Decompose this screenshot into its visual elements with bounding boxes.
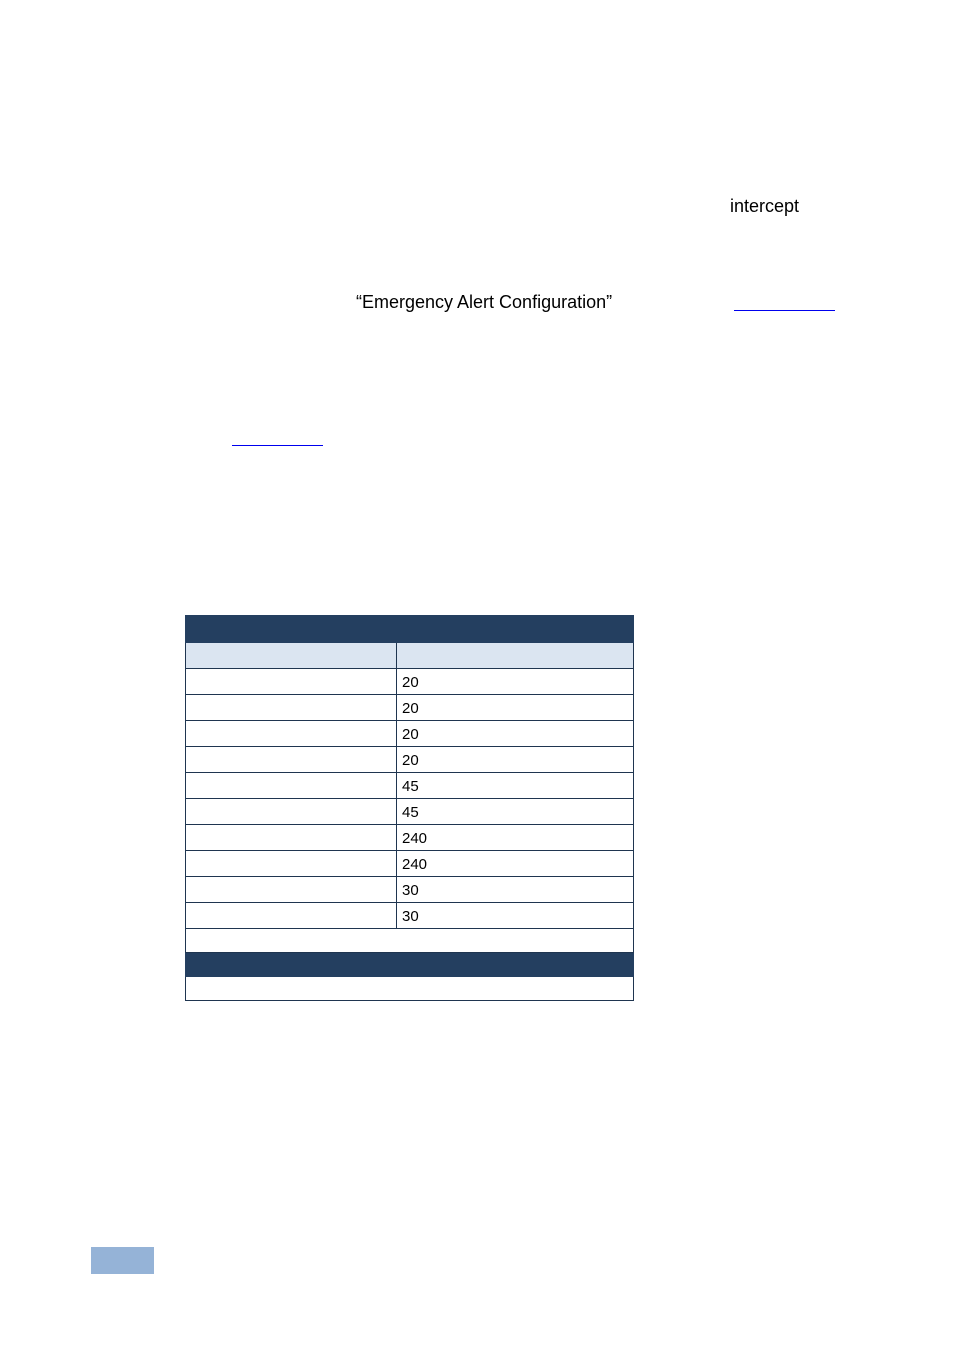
table-section-header-row xyxy=(186,953,634,977)
table-note-cell xyxy=(186,929,634,953)
row-value: 20 xyxy=(397,695,634,721)
row-label xyxy=(186,747,397,773)
table-row xyxy=(186,799,634,825)
table-row xyxy=(186,695,634,721)
table-row xyxy=(186,747,634,773)
table-row xyxy=(186,773,634,799)
table-section-row xyxy=(186,977,634,1001)
table-row xyxy=(186,825,634,851)
row-label xyxy=(186,903,397,929)
row-value: 45 xyxy=(397,773,634,799)
row-value: 30 xyxy=(397,877,634,903)
table-title-cell xyxy=(186,616,634,643)
row-label xyxy=(186,669,397,695)
body-text-quoted-title: “Emergency Alert Configuration” xyxy=(356,292,613,312)
row-label xyxy=(186,799,397,825)
cross-reference-link[interactable] xyxy=(734,310,835,311)
table-note-row xyxy=(186,929,634,953)
row-value: 20 xyxy=(397,747,634,773)
row-label xyxy=(186,695,397,721)
row-value: 20 xyxy=(397,669,634,695)
body-text-intercept: intercept xyxy=(730,196,800,216)
table-row xyxy=(186,903,634,929)
table-row xyxy=(186,721,634,747)
row-value: 240 xyxy=(397,851,634,877)
row-value: 45 xyxy=(397,799,634,825)
row-label xyxy=(186,721,397,747)
row-label xyxy=(186,773,397,799)
timing-table xyxy=(185,615,634,1001)
table-section-header-cell xyxy=(186,953,634,977)
table-row xyxy=(186,877,634,903)
page-number-tab xyxy=(91,1247,154,1274)
table-column-header-row xyxy=(186,643,634,669)
table-section-cell xyxy=(186,977,634,1001)
row-value: 240 xyxy=(397,825,634,851)
row-value: 30 xyxy=(397,903,634,929)
table-row xyxy=(186,851,634,877)
table-title-row xyxy=(186,616,634,643)
column-header-value xyxy=(397,643,634,669)
column-header-label xyxy=(186,643,397,669)
row-label xyxy=(186,851,397,877)
table-row xyxy=(186,669,634,695)
row-label xyxy=(186,877,397,903)
row-label xyxy=(186,825,397,851)
cross-reference-link[interactable] xyxy=(232,445,323,446)
row-value: 20 xyxy=(397,721,634,747)
